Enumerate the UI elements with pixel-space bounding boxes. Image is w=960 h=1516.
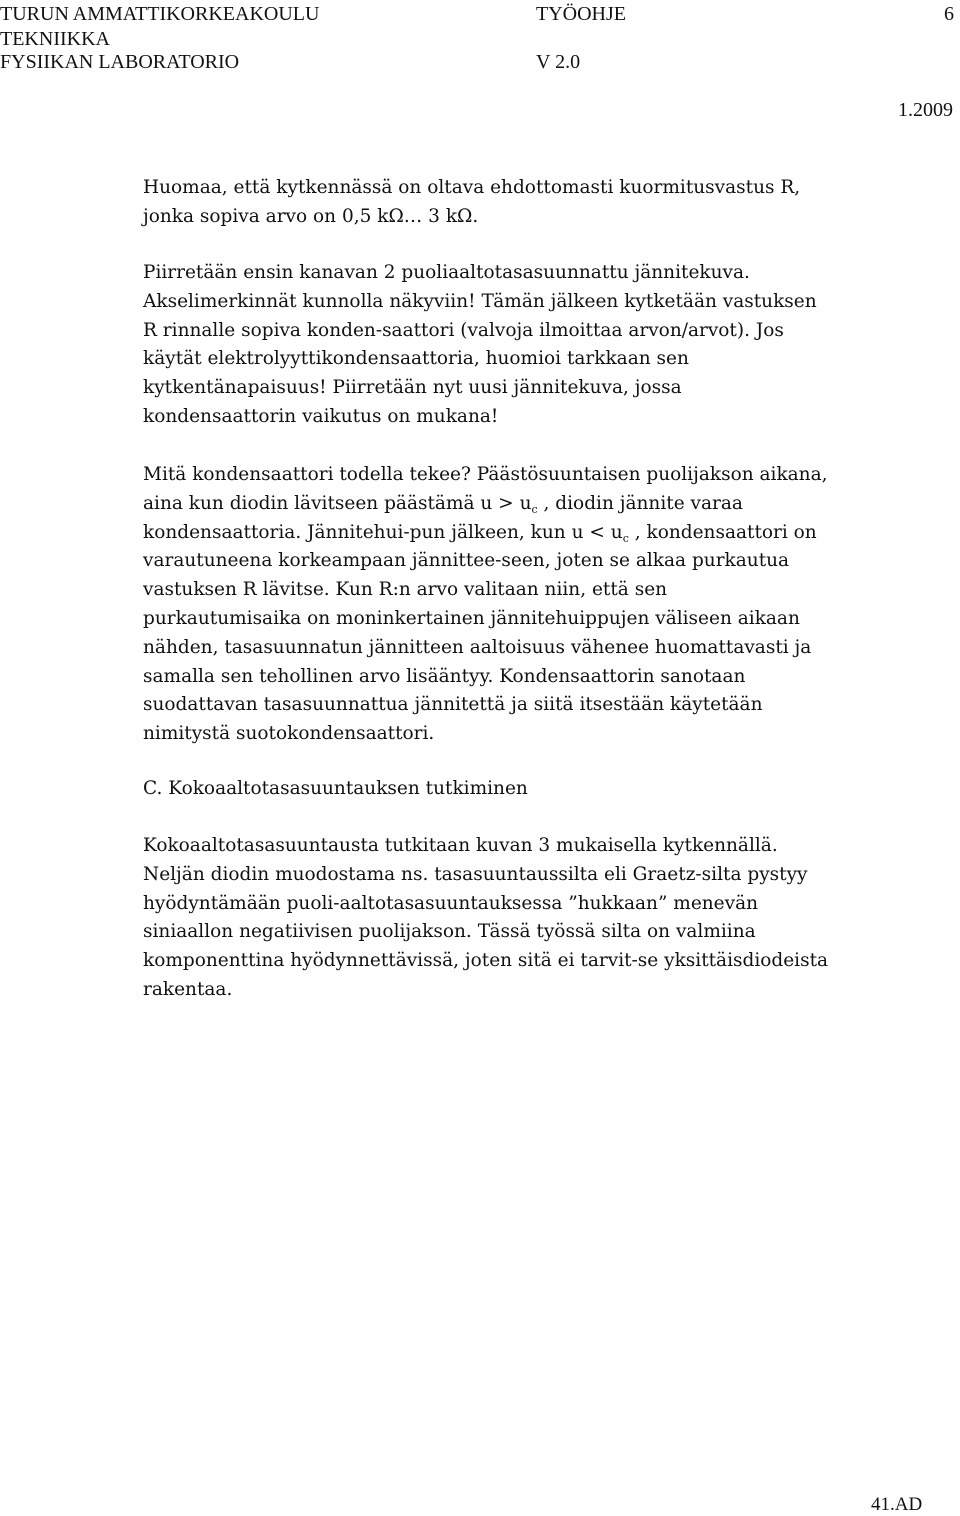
section-title: C. Kokoaaltotasasuuntauksen tutkiminen: [143, 778, 528, 799]
subscript-c: c: [622, 531, 629, 545]
text-fragment: aina kun diodin lävitseen päästämä u > u: [143, 492, 532, 514]
text-line: purkautumisaika on moninkertainen jännitehuippujen väliseen aikaan: [143, 607, 800, 629]
header-date: 1.2009: [898, 99, 953, 121]
paragraph-full-wave: [143, 832, 958, 1005]
text-line: hyödyntämään puoli-aaltotasasuuntauksessa ”hukkaan” menevän: [143, 892, 759, 914]
section-heading: [143, 775, 958, 804]
text-line: siniaallon negatiivisen puolijakson. Tässä työssä silta on valmiina: [143, 921, 756, 943]
text-line: [143, 519, 958, 548]
text-fragment: , diodin jännite varaa: [537, 492, 743, 514]
page-number: 6: [944, 3, 954, 25]
text-line: samalla sen tehollinen arvo lisääntyy. Kondensaattorin sanotaan: [143, 665, 746, 687]
text-line: kondensaattorin vaikutus on mukana!: [143, 405, 499, 427]
text-fragment: kondensaattoria. Jännitehui-pun jälkeen, kun u < u: [143, 521, 623, 543]
text-line: Neljän diodin muodostama ns. tasasuuntaussilta eli Graetz-silta pystyy: [143, 863, 808, 885]
text-line: komponenttina hyödynnettävissä, joten sitä ei tarvit-se yksittäisdiodeista: [143, 950, 829, 972]
text-line: vastuksen R lävitse. Kun R:n arvo valitaan niin, että sen: [143, 579, 668, 601]
header-institution: TURUN AMMATTIKORKEAKOULU: [0, 3, 320, 25]
footer-code: 41.AD: [871, 1494, 923, 1515]
text-line: suodattavan tasasuunnattua jännitettä ja siitä itsestään käytetään: [143, 694, 763, 716]
header-doc-type: TYÖOHJE: [536, 3, 626, 25]
text-line: Akselimerkinnät kunnolla näkyviin! Tämän jälkeen kytketään vastuksen: [143, 290, 817, 312]
paragraph-load-resistor: [143, 174, 958, 232]
header-version: V 2.0: [536, 51, 581, 73]
text-line: rakentaa.: [143, 978, 233, 1000]
text-line: R rinnalle sopiva konden-saattori (valvoja ilmoittaa arvon/arvot). Jos: [143, 319, 784, 341]
header-laboratory: FYSIIKAN LABORATORIO: [0, 51, 240, 73]
paragraph-half-wave-plot: [143, 259, 958, 432]
paragraph-capacitor-function: [143, 461, 958, 749]
header-department: TEKNIIKKA: [0, 28, 110, 50]
text-line: käytät elektrolyyttikondensaattoria, huomioi tarkkaan sen: [143, 348, 689, 370]
text-line: jonka sopiva arvo on 0,5 kΩ… 3 kΩ.: [143, 205, 479, 227]
text-line: Piirretään ensin kanavan 2 puoliaaltotasasuunnattu jännitekuva.: [143, 262, 750, 283]
text-line: Huomaa, että kytkennässä on oltava ehdottomasti kuormitusvastus R,: [143, 177, 801, 198]
text-line: Kokoaaltotasasuuntausta tutkitaan kuvan 3 mukaisella kytkennällä.: [143, 835, 778, 856]
text-line: Mitä kondensaattori todella tekee? Päästösuuntaisen puolijakson aikana,: [143, 464, 828, 485]
text-line: [143, 490, 958, 519]
text-fragment: , kondensaattori on: [628, 521, 817, 543]
text-line: nähden, tasasuunnatun jännitteen aaltoisuus vähenee huomattavasti ja: [143, 636, 812, 658]
text-line: kytkentänapaisuus! Piirretään nyt uusi jännitekuva, jossa: [143, 377, 682, 399]
subscript-c: c: [531, 502, 538, 516]
text-line: nimitystä suotokondensaattori.: [143, 723, 435, 745]
text-line: varautuneena korkeampaan jännittee-seen, joten se alkaa purkautua: [143, 550, 790, 572]
